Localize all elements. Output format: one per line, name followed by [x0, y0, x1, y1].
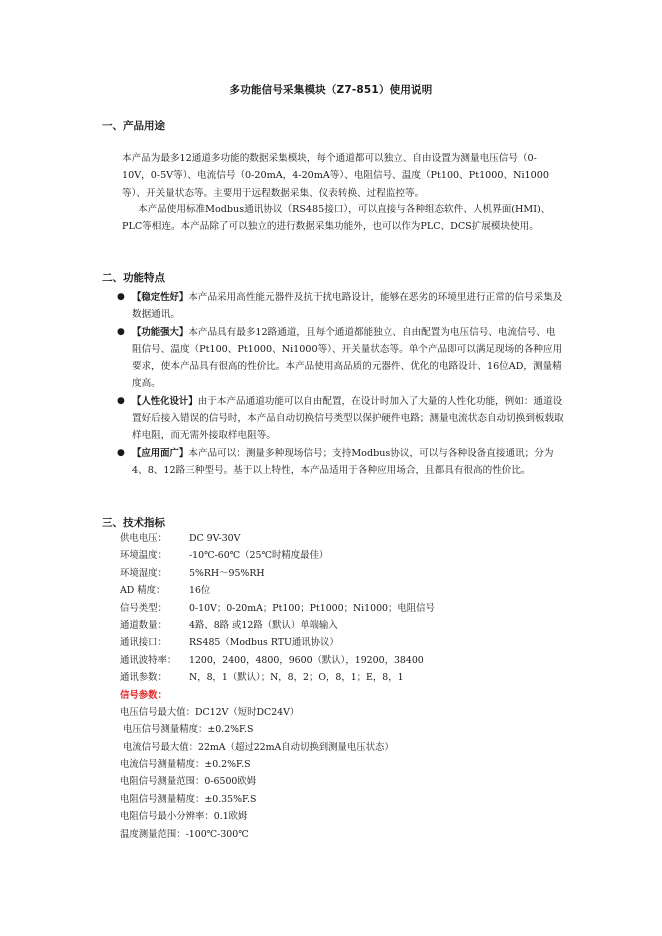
feature-item: [116, 393, 564, 445]
spec-row: [120, 600, 435, 617]
feature-item: [116, 324, 564, 393]
feature-text: 本产品具有最多12路通道，且每个通道都能独立、自由配置为电压信号、电流信号、电阻信号、温度（Pt100、Pt1000、Ni1000等）、开关量状态等。单个产品即可以满足现场的各种应用要求，使本产品具有很高的性价比。本产品使用高品质的元器件、优化的电路设计、16位AD，测量精度高。: [132, 326, 563, 390]
spec-label: 供电电压：: [120, 533, 167, 544]
signal-param-line: 电流信号最大值：22mA（超过22mA自动切换到测量电压状态）: [120, 741, 394, 753]
spec-value: RS485（Modbus RTU通讯协议）: [189, 637, 339, 649]
spec-value: 16位: [189, 585, 211, 597]
feature-text: 本产品可以：测量多种现场信号；支持Modbus协议，可以与各种设备直接通讯；分为4、8、12路三种型号。基于以上特性，本产品适用于各种应用场合，且都具有很高的性价比。: [132, 447, 554, 476]
spec-row: [120, 530, 435, 547]
signal-param-line: 温度测量范围：-100℃-300℃: [120, 828, 249, 840]
spec-value: -10℃-60℃（25℃时精度最佳）: [189, 550, 329, 562]
signal-param-line: 电压信号测量精度：±0.2%F.S: [120, 724, 254, 736]
spec-label: 通讯波特率：: [120, 654, 177, 666]
bullet-icon: ●: [117, 326, 125, 337]
spec-value: 1200，2400，4800，9600（默认），19200，38400: [189, 654, 424, 666]
bullet-icon: ●: [117, 395, 125, 406]
spec-label: AD 精度：: [120, 585, 166, 597]
feature-item: [116, 445, 564, 480]
signal-param-line: 电阻信号测量精度：±0.35%F.S: [120, 793, 257, 805]
spec-label: 通道数量：: [120, 619, 167, 631]
signal-params-heading: 信号参数：: [120, 689, 167, 701]
spec-label: 环境温度：: [120, 550, 167, 562]
spec-row: [120, 565, 435, 582]
signal-param-line: 电阻信号最小分辨率：0.1欧姆: [120, 811, 248, 823]
spec-row: [120, 634, 435, 651]
feature-tag: 【应用面广】: [132, 447, 189, 459]
spec-table: [120, 530, 435, 843]
spec-label: 通讯参数：: [120, 672, 167, 684]
spec-row: [120, 547, 435, 564]
spec-value: 5%RH～95%RH: [189, 567, 265, 579]
spec-row: [120, 652, 435, 669]
spec-value: 4路、8路 或12路（默认）单端输入: [189, 619, 338, 631]
feature-text: 由于本产品通道功能可以自由配置，在设计时加入了大量的人性化功能，例如：通道设置好后接入错误的信号时，本产品自动切换信号类型以保护硬件电路；测量电流状态自动切换到板载取样电阻，而无需外接取样电阻等。: [132, 395, 564, 442]
spec-value: 0-10V；0-20mA；Pt100；Pt1000；Ni1000；电阻信号: [189, 602, 435, 614]
spec-value: N，8，1（默认）；N，8，2；O，8，1；E，8，1: [189, 672, 404, 684]
spec-row: [120, 617, 435, 634]
feature-tag: 【功能强大】: [132, 326, 189, 338]
section-heading-usage: 一、产品用途: [102, 120, 165, 132]
spec-value: DC 9V-30V: [189, 533, 241, 544]
bullet-icon: ●: [117, 447, 125, 458]
feature-text: 本产品采用高性能元器件及抗干扰电路设计，能够在恶劣的环境里进行正常的信号采集及数据通讯。: [132, 292, 563, 321]
usage-paragraph-2: 本产品使用标准Modbus通讯协议（RS485接口），可以直接与各种组态软件、人机界面(HMI)、PLC等相连。本产品除了可以独立的进行数据采集功能外，也可以作为PLC、DCS扩展模块使用。: [122, 204, 551, 233]
bullet-icon: ●: [117, 292, 125, 302]
section-heading-specs: 三、技术指标: [102, 517, 165, 529]
section-heading-features: 二、功能特点: [102, 272, 165, 284]
document-title: 多功能信号采集模块（Z7-851）使用说明: [229, 84, 433, 96]
signal-param-line: 电压信号最大值：DC12V（短时DC24V）: [120, 706, 300, 718]
signal-param-line: 电流信号测量精度：±0.2%F.S: [120, 759, 251, 771]
feature-tag: 【人性化设计】: [132, 395, 198, 407]
feature-tag: 【稳定性好】: [132, 292, 189, 303]
signal-param-line: 电阻信号测量范围：0-6500欧姆: [120, 776, 257, 788]
spec-label: 环境湿度：: [120, 567, 167, 579]
usage-paragraph-1: 本产品为最多12通道多功能的数据采集模块，每个通道都可以独立、自由设置为测量电压信号（0-10V，0-5V等）、电流信号（0-20mA，4-20mA等）、电阻信号、温度（Pt100、Pt1000、Ni1000等）、开关量状态等。主要用于远程数据采集、仪表转换、过程监控等。: [122, 153, 549, 199]
spec-label: 通讯接口：: [120, 637, 167, 649]
spec-label: 信号类型：: [120, 602, 167, 614]
feature-item: [116, 289, 564, 324]
spec-row: [120, 582, 435, 599]
feature-list: [116, 289, 564, 479]
spec-row: [120, 669, 435, 686]
